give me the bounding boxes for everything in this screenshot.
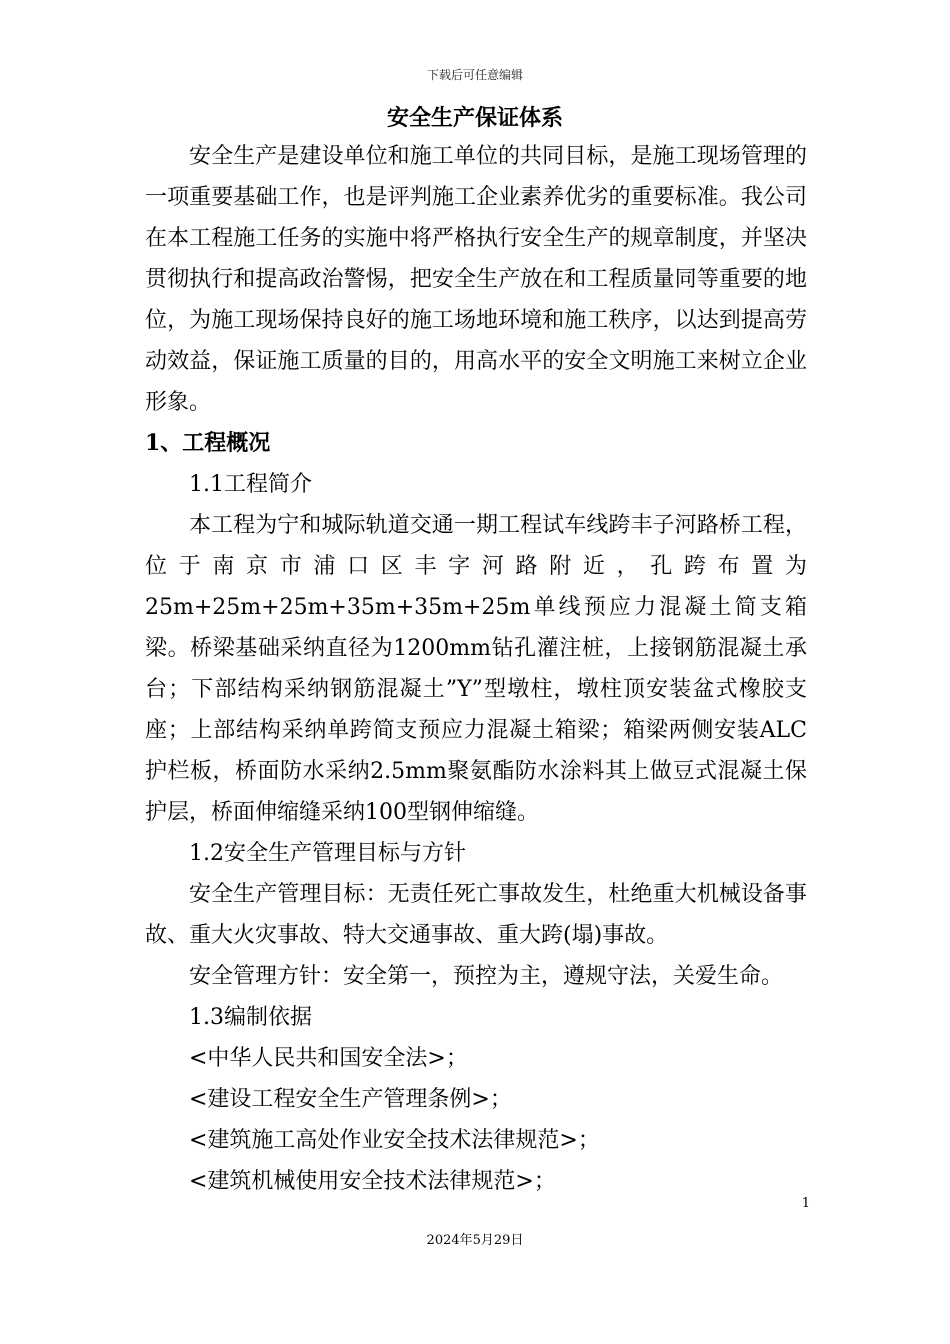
reference-item: <建筑机械使用安全技术法律规范>； — [189, 1169, 556, 1194]
footer-date: 2024年5月29日 — [426, 1233, 524, 1248]
project-intro-paragraph: 本工程为宁和城际轨道交通一期工程试车线跨丰子河路桥工程，位于南京市浦口区丰字河路附近，孔跨布置为25m+25m+25m+35m+35m+25m单线预应力混凝土简支箱梁。桥梁基础采纳直径为1200mm钻孔灌注桩，上接钢筋混凝土承台；下部结构采纳钢筋混凝土”Y”型墩柱，墩柱顶安装盆式橡胶支座；上部结构采纳单跨简支预应力混凝土箱梁；箱梁两侧安装ALC护栏板，桥面防水采纳2.5mm聚氨酯防水涂料其上做豆式混凝土保护层，桥面伸缩缝采纳100型钢伸缩缝。 — [145, 513, 807, 825]
intro-paragraph: 安全生产是建设单位和施工单位的共同目标，是施工现场管理的一项重要基础工作，也是评判施工企业素养优劣的重要标准。我公司在本工程施工任务的实施中将严格执行安全生产的规章制度，并坚决贯彻执行和提高政治警惕，把安全生产放在和工程质量同等重要的地位，为施工现场保持良好的施工场地环境和施工秩序，以达到提高劳动效益，保证施工质量的目的，用高水平的安全文明施工来树立企业形象。 — [145, 144, 807, 415]
document-body — [145, 136, 807, 1202]
reference-item: <建筑施工高处作业安全技术法律规范>； — [189, 1128, 600, 1153]
safety-goal-paragraph: 安全生产管理目标：无责任死亡事故发生，杜绝重大机械设备事故、重大火灾事故、特大交通事故、重大跨(塌)事故。 — [145, 882, 807, 948]
section-heading-overview: 1、工程概况 — [145, 430, 271, 456]
reference-item: <建设工程安全生产管理条例>； — [189, 1087, 512, 1112]
safety-policy-paragraph: 安全管理方针：安全第一，预控为主，遵规守法，关爱生命。 — [189, 964, 784, 989]
header-note: 下载后可任意编辑 — [426, 68, 523, 82]
page-number: 1 — [801, 1196, 810, 1211]
subsection-heading-intro: 1.1工程简介 — [189, 472, 312, 497]
document-title: 安全生产保证体系 — [386, 105, 563, 131]
reference-item: <中华人民共和国安全法>； — [189, 1046, 468, 1071]
subsection-heading-safety-goals: 1.2安全生产管理目标与方针 — [189, 841, 466, 866]
subsection-heading-basis: 1.3编制依据 — [189, 1005, 312, 1030]
